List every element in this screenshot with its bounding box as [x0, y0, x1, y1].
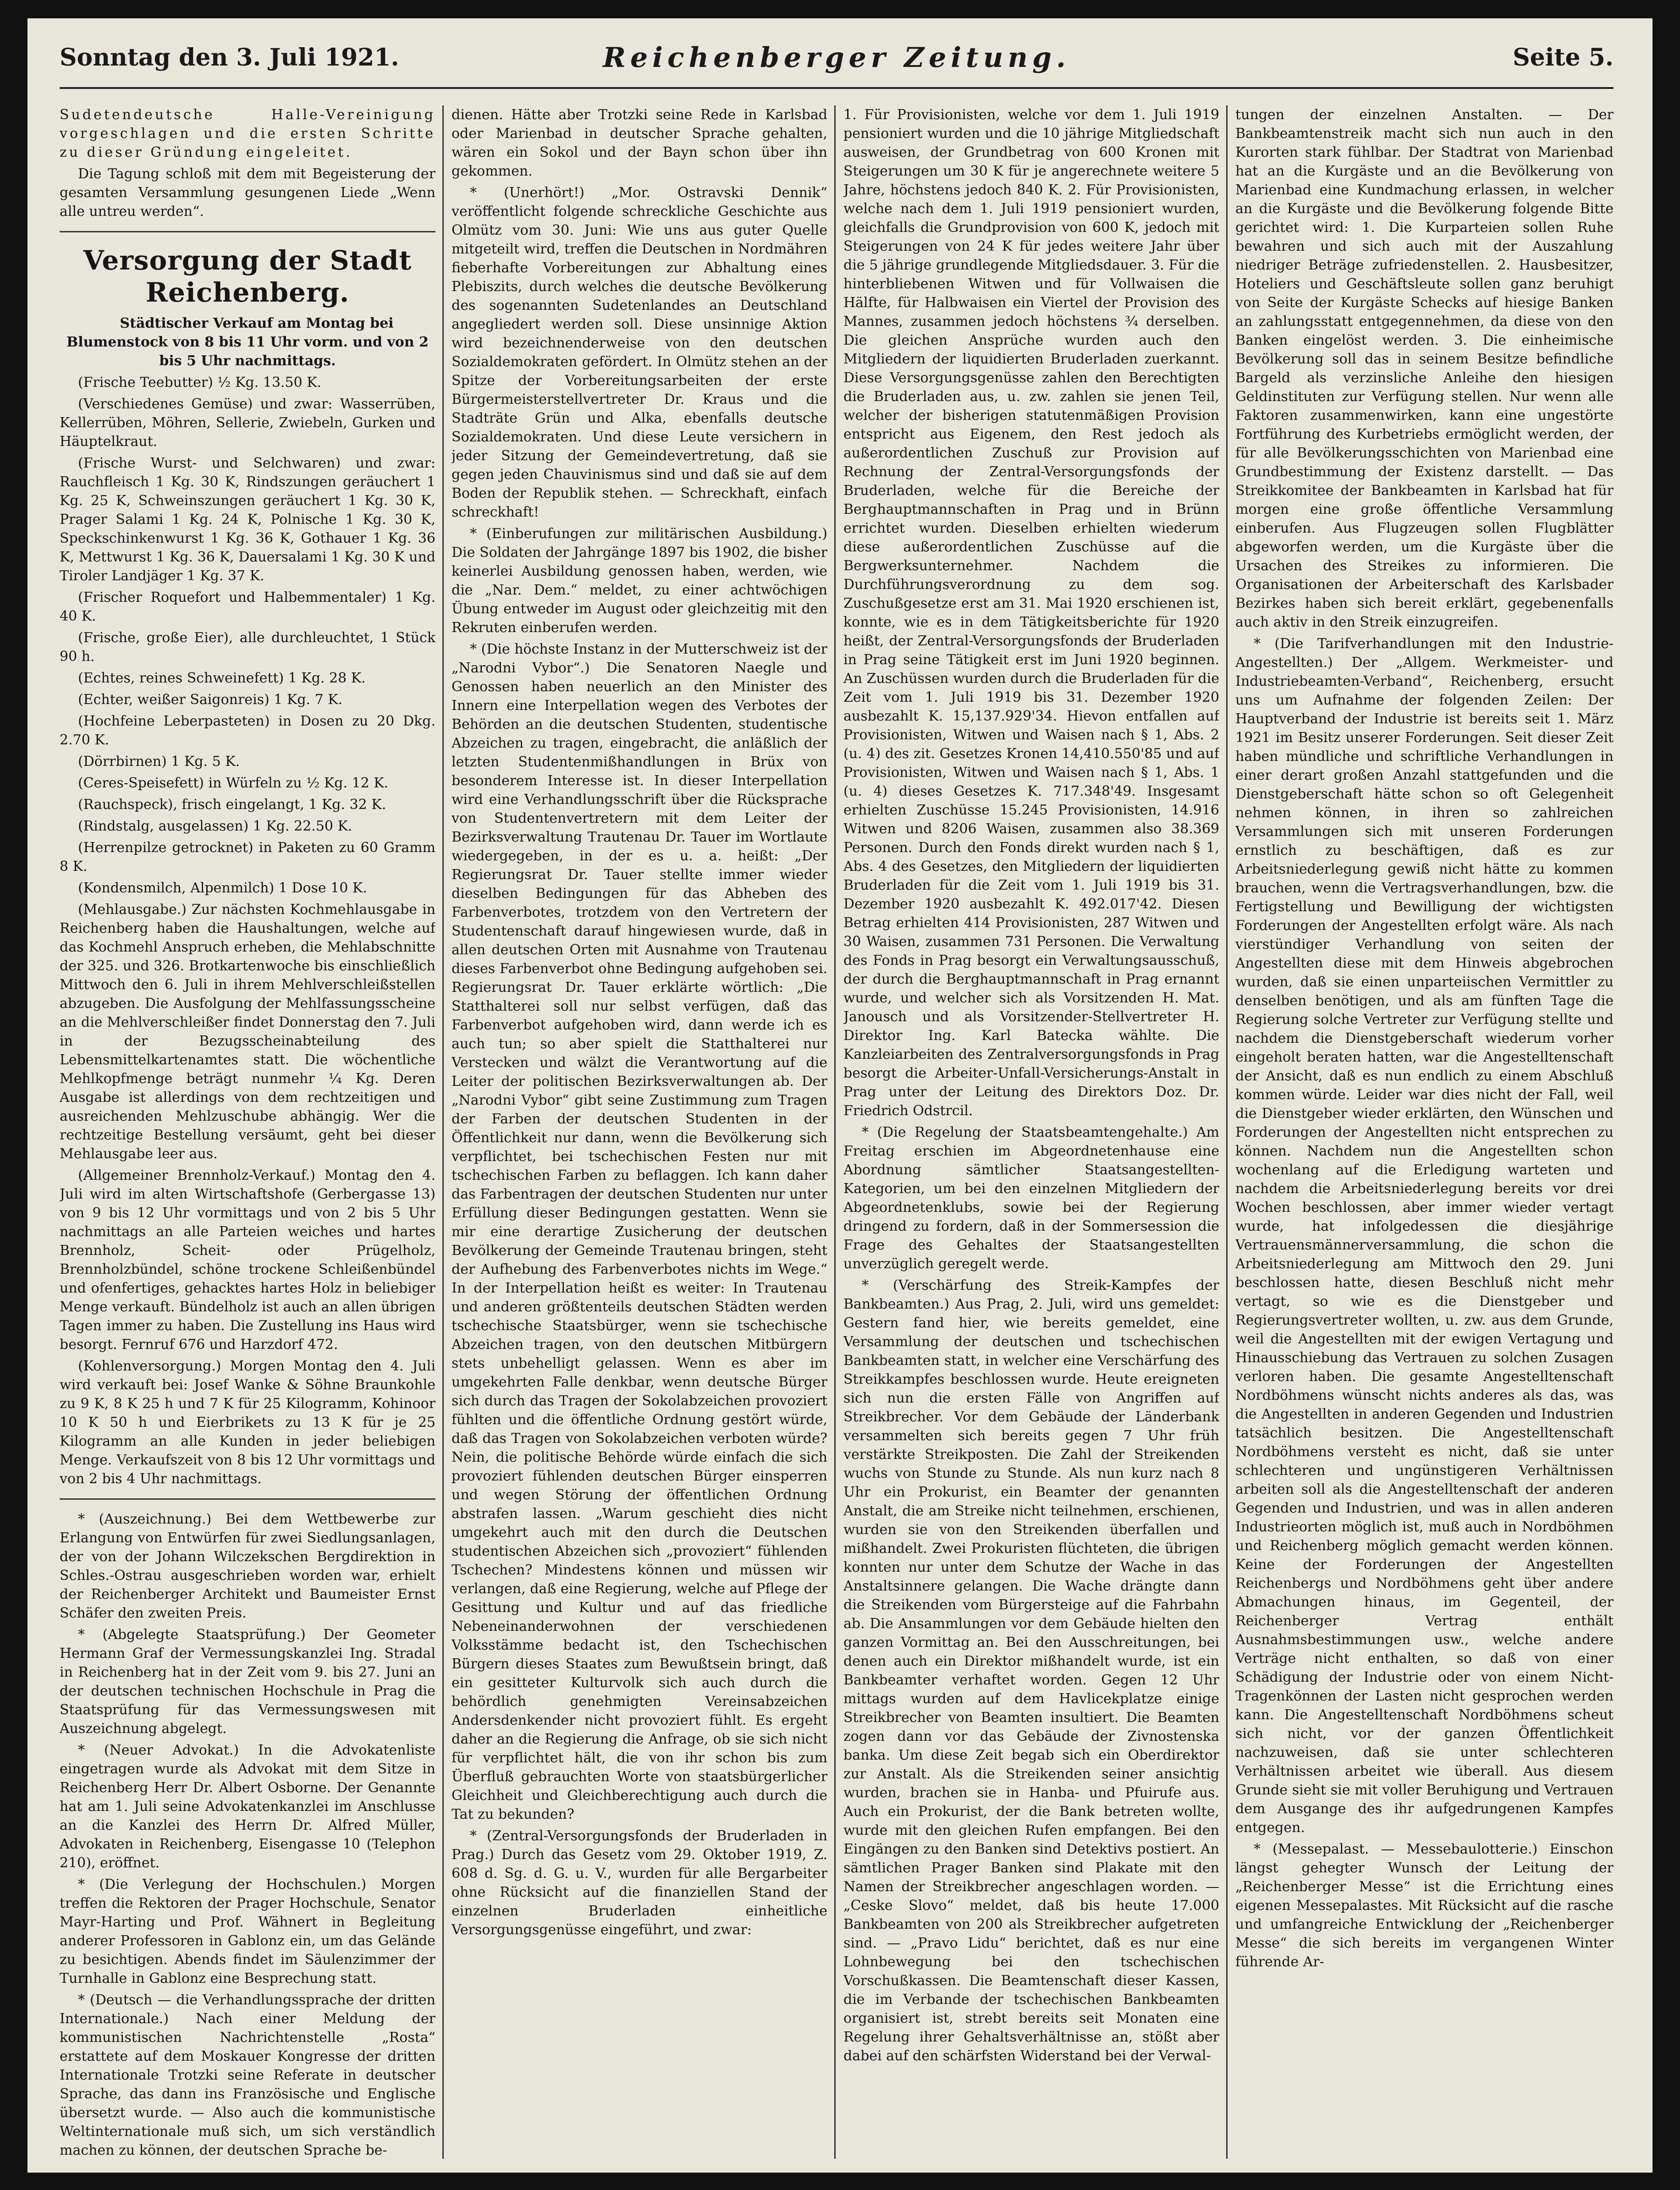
- article-paragraph: * (Messepalast. — Messebaulotterie.) Einschon längst gehegter Wunsch der Leitung der „Reichenberger Messe“ ist die Errichtung eines eigenen Messepalastes. Mit Rücksicht auf die rasche und umfangreiche Entwicklung der „Reichenberger Messe“ die sich bereits im vergangenen Winter führende Ar-: [1235, 1841, 1614, 1970]
- article-paragraph: (Frische Teebutter) ½ Kg. 13.50 K.: [78, 374, 322, 391]
- article-paragraph: * (Die Regelung der Staatsbeamtengehalte.) Am Freitag erschien im Abgeordnetenhause eine Abordnung sämtlicher Staatsangestellten-Kategorien, um bei den einzelnen Mitgliedern der Abgeordnetenklubs, sowie bei der Regierung dringend zu fordern, daß in der Sommersession die Frage des Gehaltes der Staatsangestellten unverzüglich geregelt werde.: [843, 1124, 1219, 1272]
- article-paragraph: * (Auszeichnung.) Bei dem Wettbewerbe zur Erlangung von Entwürfen für zwei Siedlungsanlagen, der von der Johann Wilczekschen Bergdirektion in Schles.-Ostrau ausgeschrieben worden war, erhielt der Reichenberger Architekt und Baumeister Ernst Schäfer den zweiten Preis.: [60, 1511, 435, 1621]
- article-paragraph: (Echtes, reines Schweinefett) 1 Kg. 28 K.: [78, 670, 366, 686]
- newspaper-page: [28, 18, 1652, 2173]
- section-rule: [60, 231, 435, 232]
- column-2: [452, 105, 827, 2159]
- article-paragraph: Sudetendeutsche Halle-Vereinigung vorgeschlagen und die ersten Schritte zu dieser Gründung eingeleitet.: [60, 107, 435, 160]
- newspaper-title: Reichenberger Zeitung.: [603, 42, 1070, 74]
- issue-date: Sonntag den 3. Juli 1921.: [60, 44, 399, 72]
- article-paragraph: * (Die höchste Instanz in der Mutterschweiz ist der „Narodni Vybor“.) Die Senatoren Naegle und Genossen haben neuerlich an den Minister des Innern eine Interpellation wegen des Verbotes der Behörden an die deutschen Studenten, studentische Abzeichen zu tragen, eingebracht, die anläßlich der letzten Studentenmißhandlungen in Brüx von besonderem Interesse ist. In dieser Interpellation wird eine Verhandlungsschrift über die Rücksprache von Studentenvertretern mit dem Leiter der Bezirksverwaltung Trautenau Dr. Tauer im Wortlaute wiedergegeben, in der es u. a. heißt: „Der Regierungsrat Dr. Tauer stellte immer wieder dieselben Bedingungen für das Abheben des Farbenverbotes, trotzdem von den Vertretern der Studentenschaft darauf hingewiesen wurde, daß in allen deutschen Orten mit Ausnahme von Trautenau dieses Farbenverbot ohne Bedingung aufgehoben sei. Regierungsrat Dr. Tauer erklärte wörtlich: „Die Statthalterei soll nur selbst verfügen, daß das Farbenverbot aufgehoben wird, dann werde ich es auch tun; so aber spielt die Statthalterei nur Verstecken und wälzt die Verantwortung auf die Leiter der politischen Bezirksverwaltungen ab. Der „Narodni Vybor“ gibt seine Zustimmung zum Tragen der Farben der deutschen Studenten in der Öffentlichkeit nur dann, wenn die Bevölkerung sich verpflichtet, bei tschechischen Festen nur mit tschechischen Farben zu beflaggen. Ich kann daher das Farbentragen der deutschen Studenten nur unter Erfüllung dieser Bedingungen gestatten. Wenn sie mir eine derartige Zusicherung der deutschen Bevölkerung der Gemeinde Trautenau bringen, steht der Aufhebung des Farbenverbotes nichts im Wege.“ In der Interpellation heißt es weiter: In Trautenau und anderen größtenteils deutschen Städten werden tschechische Staatsbürger, wenn sie tschechische Abzeichen tragen, von den deutschen Mitbürgern stets unbehelligt gelassen. Wenn es aber im umgekehrten Falle denkbar, wenn deutsche Bürger sich durch das Tragen der Sokolabzeichen provoziert fühlten und die öffentliche Ordnung gestört würde, daß das Tragen von Sokolabzeichen verboten würde? Nein, die politische Behörde würde einfach die sich provoziert fühlenden deutschen Bürger einsperren und wegen Störung der öffentlichen Ordnung abstrafen lassen. „Warum geschieht dies nicht umgekehrt auch mit den durch die Deutschen studentischen Abzeichen sich „provoziert“ fühlenden Tschechen? Mindestens können und müssen wir verlangen, daß eine Regierung, welche auf Pflege der Gesittung und Kultur und auf das friedliche Nebeneinanderwohnen der verschiedenen Volksstämme bedacht ist, den Tschechischen Bürgern dieses Staates zum Bewußtsein bringt, daß ein gesitteter Kulturvolk sich auch durch die behördlich genehmigten Vereinsabzeichen Andersdenkender nicht provoziert fühlt. Es ergeht daher an die Regierung die Anfrage, ob sie sich nicht für verpflichtet hält, die von ihr schon bis zum Überfluß gebrauchten Worte von staatsbürgerlicher Gleichheit und Gleichberechtigung auch durch die Tat zu bekunden?: [452, 641, 827, 1822]
- page-number: Seite 5.: [1513, 44, 1614, 72]
- article-paragraph: dienen. Hätte aber Trotzki seine Rede in Karlsbad oder Marienbad in deutscher Sprache gehalten, wären ein Sokol und der Bayn schon über ihn gekommen.: [452, 107, 827, 179]
- article-paragraph: (Rindstalg, ausgelassen) 1 Kg. 22.50 K.: [78, 818, 353, 834]
- article-paragraph: * (Unerhört!) „Mor. Ostravski Dennik“ veröffentlicht folgende schreckliche Geschichte aus Olmütz vom 30. Juni: Wie uns aus guter Quelle mitgeteilt wird, treffen die Deutschen in Nordmähren fieberhafte Vorbereitungen zur Abhaltung eines Plebiszits, durch welches die deutsche Bevölkerung des sogenannten Sudetenlandes an Deutschland angegliedert werden soll. Diese unsinnige Aktion wird bezeichnenderweise von den deutschen Sozialdemokraten gefördert. In Olmütz stehen an der Spitze der Vorbereitungsarbeiten der erste Bürgermeisterstellvertreter Dr. Kraus und die Stadträte Grün und Alka, ebenfalls deutsche Sozialdemokraten. Und diese Leute versichern in jeder Sitzung der Gemeindevertretung, daß sie gegen jeden Chauvinismus sind und daß sie auf dem Boden der Republik stehen. — Schreckhaft, einfach schreckhaft!: [452, 185, 827, 520]
- article-paragraph: * (Abgelegte Staatsprüfung.) Der Geometer Hermann Graf der Vermessungskanzlei Ing. Stradal in Reichenberg hat in der Zeit vom 9. bis 27. Juni an der deutschen technischen Hochschule in Prag die Staatsprüfung für das Vermessungswesen mit Auszeichnung abgelegt.: [60, 1627, 435, 1737]
- article-paragraph: (Allgemeiner Brennholz-Verkauf.) Montag den 4. Juli wird im alten Wirtschaftshofe (Gerbergasse 13) von 9 bis 12 Uhr vormittags und von 2 bis 5 Uhr nachmittags an alle Parteien weiches und hartes Brennholz, Scheit- oder Prügelholz, Brennholzbündel, schöne trockene Schleißenbündel und ofenfertiges, gehacktes hartes Holz in beliebiger Menge verkauft. Bündelholz ist auch an allen übrigen Tagen immer zu haben. Die Zustellung ins Haus wird besorgt. Fernruf 676 und Harzdorf 472.: [60, 1167, 435, 1353]
- article-paragraph: * (Neuer Advokat.) In die Advokatenliste eingetragen wurde als Advokat mit dem Sitze in Reichenberg Herr Dr. Albert Osborne. Der Genannte hat am 1. Juli seine Advokatenkanzlei im Anschlusse an die Kanzlei des Herrn Dr. Alfred Müller, Advokaten in Reichenberg, Eisengasse 10 (Telephon 210), eröffnet.: [60, 1742, 435, 1871]
- article-paragraph: (Kondensmilch, Alpenmilch) 1 Dose 10 K.: [78, 880, 367, 896]
- header-rule: [60, 87, 1614, 89]
- article-paragraph: * (Einberufungen zur militärischen Ausbildung.) Die Soldaten der Jahrgänge 1897 bis 1902, die bisher keinerlei Ausbildung genossen haben, werden, wie die „Nar. Dem.“ meldet, zu einer achtwöchigen Übung entweder im August oder gleichzeitig mit den Rekruten einberufen werden.: [452, 526, 827, 636]
- article-paragraph: (Mehlausgabe.) Zur nächsten Kochmehlausgabe in Reichenberg haben die Haushaltungen, welche auf das Kochmehl Anspruch erheben, die Mehlabschnitte der 325. und 326. Brotkartenwoche bis einschließlich Mittwoch den 6. Juli in ihrem Mehlverschleißstellen abzugeben. Die Ausfolgung der Mehlfassungsscheine an die Mehlverschleißer findet Donnerstag den 7. Juli in der Bezugsscheinabteilung des Lebensmittelkartenamtes statt. Die wöchentliche Mehlkopfmenge beträgt nunmehr ¼ Kg. Deren Ausgabe ist allerdings von dem rechtzeitigen und ausreichenden Mehlzuschube abhängig. Wer die rechtzeitige Bestellung versäumt, geht bei dieser Mehlausgabe leer aus.: [60, 902, 435, 1162]
- article-paragraph: (Ceres-Speisefett) in Würfeln zu ½ Kg. 12 K.: [78, 775, 389, 791]
- article-paragraph: (Dörrbirnen) 1 Kg. 5 K.: [78, 754, 240, 770]
- section-rule: [60, 1498, 435, 1500]
- section-subhead: Städtischer Verkauf am Montag bei Blumenstock von 8 bis 11 Uhr vorm. und von 2 bis 5 Uhr nachmittags.: [66, 315, 429, 369]
- article-paragraph: tungen der einzelnen Anstalten. — Der Bankbeamtenstreik macht sich nun auch in den Kurorten stark fühlbar. Der Stadtrat von Marienbad hat an die Kurgäste und an die Bevölkerung von Marienbad eine Kundmachung erlassen, in welcher an die Kurgäste und die Bevölkerung folgende Bitte gerichtet wird: 1. Die Kurparteien sollen Ruhe bewahren und sich auch mit der Auszahlung niedriger Beträge zufriedenstellen. 2. Hausbesitzer, Hoteliers und Geschäftsleute sollen ganz beruhigt von Seite der Kurgäste Schecks auf hiesige Banken an zahlungsstatt entgegennehmen, da diese von den Banken eingelöst werden. 3. Die einheimische Bevölkerung soll das in seinem Besitze befindliche Bargeld als verzinsliche Anleihe den hiesigen Geldinstituten zur Verfügung stellen. Nur wenn alle Faktoren zusammenwirken, kann eine ungestörte Fortführung des Kurbetriebs ermöglicht werden, der für alle Bevölkerungsschichten von Marienbad eine Grundbestimmung der Existenz darstellt. — Das Streikkomitee der Bankbeamten in Karlsbad hat für morgen eine große öffentliche Versammlung einberufen. Aus Flugzeugen sollen Flugblätter abgeworfen werden, um die Kurgäste über die Ursachen des Streikes zu informieren. Die Organisationen der Arbeiterschaft des Karlsbader Bezirkes haben sich bereit erklärt, gegebenenfalls auch aktiv in den Streik einzugreifen.: [1235, 107, 1614, 630]
- article-paragraph: (Rauchspeck), frisch eingelangt, 1 Kg. 32 K.: [78, 797, 386, 813]
- article-paragraph: * (Zentral-Versorgungsfonds der Bruderladen in Prag.) Durch das Gesetz vom 29. Oktober 1919, Z. 608 d. Sg. d. G. u. V., wurden für alle Bergarbeiter ohne Rücksicht auf die finanziellen Stand der einzelnen Bruderladen einheitliche Versorgungsgenüsse eingeführt, und zwar:: [452, 1828, 827, 1938]
- column-divider: [442, 105, 444, 2159]
- page-header: [60, 44, 1614, 80]
- article-paragraph: (Frische, große Eier), alle durchleuchtet, 1 Stück 90 h.: [60, 630, 435, 665]
- article-paragraph: (Verschiedenes Gemüse) und zwar: Wasserrüben, Kellerrüben, Möhren, Sellerie, Zwiebeln, Gurken und Häuptelkraut.: [60, 396, 435, 450]
- article-paragraph: * (Verschärfung des Streik-Kampfes der Bankbeamten.) Aus Prag, 2. Juli, wird uns gemeldet: Gestern fand hier, wie bereits gemeldet, eine Versammlung der deutschen und tschechischen Bankbeamten statt, in welcher eine Verschärfung des Streikkampfes beschlossen wurde. Heute ereigneten sich nun die ersten Fälle von Angriffen auf Streikbrecher. Vor dem Gebäude der Länderbank versammelten sich bereits gegen 7 Uhr früh verstärkte Streikposten. Die Zahl der Streikenden wuchs von Stunde zu Stunde. Als nun kurz nach 8 Uhr ein Prokurist, ein Beamter der genannten Anstalt, die am Streike nicht teilnehmen, erschienen, wurden sie von den Streikenden überfallen und mißhandelt. Zwei Prokuristen flüchteten, die übrigen konnten nur unter dem Schutze der Wache in das Anstaltsinnere gelangen. Die Wache drängte dann die Streikenden vom Bürgersteige auf die Fahrbahn ab. Die Ansammlungen vor dem Gebäude hielten den ganzen Vormittag an. Bei den Ausschreitungen, bei denen auch ein Direktor mißhandelt wurde, ist ein Bankbeamter verhaftet worden. Gegen 12 Uhr mittags wurden auf dem Havlicekplatze einige Streikbrecher von Beamten insultiert. Die Beamten zogen dann vor das Gebäude der Zivnostenska banka. Um diese Zeit begab sich ein Oberdirektor zur Anstalt. Als die Streikenden seiner ansichtig wurden, brachen sie in Hanba- und Pfuirufe aus. Auch ein Prokurist, der die Bank betreten wollte, wurde mit den gleichen Rufen empfangen. Bei den Eingängen zu den Banken sind Detektivs postiert. An sämtlichen Prager Banken sind Plakate mit den Namen der Streikbrecher angeschlagen worden. — „Ceske Slovo“ meldet, daß bis heute 17.000 Bankbeamten von 200 als Streikbrecher aufgetreten sind. — „Pravo Lidu“ berichtet, daß es nur eine Lohnbewegung bei den tschechischen Vorschußkassen. Die Beamtenschaft dieser Kassen, die im Verbande der tschechischen Bankbeamten organisiert ist, strebt bereits seit Monaten eine Regelung ihrer Gehaltsverhältnisse an, stößt aber dabei auf den schärfsten Widerstand bei der Verwal-: [843, 1277, 1219, 2064]
- article-paragraph: * (Deutsch — die Verhandlungssprache der dritten Internationale.) Nach einer Meldung der kommunistischen Nachrichtenstelle „Rosta“ erstattete auf dem Moskauer Kongresse der dritten Internationale Trotzki seine Referate in deutscher Sprache, das dann ins Französische und Englische übersetzt wurde. — Also auch die kommunistische Weltinternationale muß sich, um sich verständlich machen zu können, der deutschen Sprache be-: [60, 1992, 435, 2158]
- article-paragraph: Die Tagung schloß mit dem mit Begeisterung der gesamten Versammlung gesungenen Liede „Wenn alle untreu werden“.: [60, 166, 435, 220]
- column-divider: [1226, 105, 1228, 2159]
- article-paragraph: (Herrenpilze getrocknet) in Paketen zu 60 Gramm 8 K.: [60, 840, 435, 875]
- article-paragraph: (Kohlenversorgung.) Morgen Montag den 4. Juli wird verkauft bei: Josef Wanke & Söhne Braunkohle zu 9 K, 8 K 25 h und 7 K für 25 Kilogramm, Kohinoor 10 K 50 h und Eierbrikets zu 13 K für je 25 Kilogramm an alle Kunden in jeder beliebigen Menge. Verkaufszeit von 8 bis 12 Uhr vormittags und von 2 bis 4 Uhr nachmittags.: [60, 1358, 435, 1487]
- article-paragraph: (Echter, weißer Saigonreis) 1 Kg. 7 K.: [78, 692, 343, 708]
- section-headline: Versorgung der Stadt Reichenberg.: [83, 245, 412, 308]
- column-4: [1235, 105, 1614, 2159]
- article-paragraph: (Hochfeine Leberpasteten) in Dosen zu 20 Dkg. 2.70 K.: [60, 713, 435, 748]
- article-paragraph: 1. Für Provisionisten, welche vor dem 1. Juli 1919 pensioniert wurden und die 10 jährige Mitgliedschaft ausweisen, der Grundbetrag von 600 Kronen mit Steigerungen um 30 K für je angerechnete weitere 5 Jahre, höchstens jedoch 840 K. 2. Für Provisionisten, welche nach dem 1. Juli 1919 pensioniert wurden, gleichfalls die Grundprovision von 600 K, jedoch mit Steigerungen von 24 K für jedes weitere Jahr über die 5 jährige grundlegende Mitgliedsdauer. 3. Für die hinterbliebenen Witwen und für Vollwaisen die Hälfte, für Halbwaisen ein Viertel der Provision des Mannes, zusammen jedoch höchstens ¾ derselben. Die gleichen Ansprüche wurden auch den Mitgliedern der liquidierten Bruderladen zuerkannt. Diese Versorgungsgenüsse zahlen den Berechtigten die Bruderladen aus, u. zw. zahlen sie jenen Teil, welcher der bisherigen statutenmäßigen Provision entspricht aus Eigenem, den Rest jedoch als außerordentlichen Zuschuß zur Provision auf Rechnung der Zentral-Versorgungsfonds der Bruderladen, welche für die Bereiche der Berghauptmannschaften in Prag und in Brünn errichtet wurden. Dieselben erhielten wiederum diese außerordentlichen Zuschüsse auf die Bergwerksunternehmer. Nachdem die Durchführungsverordnung zu dem sog. Zuschußgesetze erst am 31. Mai 1920 erschienen ist, konnte, wie es in dem Tätigkeitsberichte für 1920 heißt, der Zentral-Versorgungsfonds der Bruderladen in Prag seine Tätigkeit erst im Juni 1920 beginnen. An Zuschüssen wurden durch die Bruderladen für die Zeit vom 1. Juli 1919 bis 31. Dezember 1920 ausbezahlt K. 15,137.929'34. Hievon entfallen auf Provisionisten, Witwen und Waisen nach § 1, Abs. 2 (u. 4) des zit. Gesetzes Kronen 14,410.550'85 und auf Provisionisten, Witwen und Waisen nach § 1, Abs. 1 (u. 4) dieses Gesetzes K. 717.348'49. Insgesamt erhielten Zuschüsse 15.245 Provisionisten, 14.916 Witwen und 8206 Waisen, zusammen also 38.369 Personen. Durch den Fonds direkt wurden nach § 1, Abs. 4 des Gesetzes, den Mitgliedern der liquidierten Bruderladen für die Zeit vom 1. Juli 1919 bis 31. Dezember 1920 ausbezahlt K. 492.017'42. Diesen Betrag erhielten 414 Provisionisten, 287 Witwen und 30 Waisen, zusammen 731 Personen. Die Verwaltung des Fonds in Prag besorgt ein Verwaltungsausschuß, der durch die Berghauptmannschaft in Prag ernannt wurde, und welcher sich als Vorsitzenden H. Mat. Janousch und als Vorsitzender-Stellvertreter H. Direktor Ing. Karl Batecka wählte. Die Kanzleiarbeiten des Zentralversorgungsfonds in Prag besorgt die Arbeiter-Unfall-Versicherungs-Anstalt in Prag unter der Leitung des Direktors Doz. Dr. Friedrich Odstrcil.: [843, 107, 1219, 1119]
- column-divider: [834, 105, 836, 2159]
- column-1: [60, 105, 435, 2159]
- column-3: [843, 105, 1219, 2159]
- article-paragraph: (Frischer Roquefort und Halbemmentaler) 1 Kg. 40 K.: [60, 589, 435, 624]
- article-paragraph: * (Die Tarifverhandlungen mit den Industrie-Angestellten.) Der „Allgem. Werkmeister- und Industriebeamten-Verband“, Reichenberg, ersucht uns um Aufnahme der folgenden Zeilen: Der Hauptverband der Industrie ist bereits seit 1. März 1921 im Besitz unserer Forderungen. Seit dieser Zeit haben mündliche und schriftliche Verhandlungen in einer derart großen Anzahl stattgefunden und die Dienstgeberschaft hätte schon so oft Gelegenheit nehmen können, in ihren so zahlreichen Versammlungen sich mit unseren Forderungen ernstlich zu beschäftigen, daß es zur Arbeitsniederlegung gewiß nicht hätte zu kommen brauchen, wenn die Vertragsverhandlungen, bzw. die Fertigstellung und Bewilligung der wichtigsten Forderungen der Angestellten erfolgt wäre. Als nach vierstündiger Verhandlung von seiten der Angestellten diese mit dem Hinweis abgebrochen wurden, daß sie einen unparteiischen Vermittler zu denselben benötigen, und als am fünften Tage die Regierung solche Vertreter zur Verfügung stellte und nachdem die Dienstgeberschaft wiederum vorher eingeholt beraten hatten, war die Angestelltenschaft der Ansicht, daß es nun endlich zu einem Abschluß kommen würde. Leider war dies nicht der Fall, weil die Dienstgeber wieder erklärten, den Wünschen und Forderungen der Angestellten nicht entsprechen zu können. Nachdem nun die Angestellten schon wochenlang auf die Erledigung warteten und nachdem die Arbeitsniederlegung bereits vor drei Wochen beschlossen, aber immer wieder vertagt wurde, hat infolgedessen die diesjährige Vertrauensmännerversammlung, die schon die Arbeitsniederlegung am Mittwoch den 29. Juni beschlossen hatte, diesen Beschluß nicht mehr vertagt, so wie es die Dienstgeber und Regierungsvertreter wollten, u. zw. aus dem Grunde, weil die Angestellten mit der ewigen Vertagung und Hinausschiebung das Vertrauen zu solchen Zusagen verloren haben. Die gesamte Angestelltenschaft Nordböhmens wünscht nichts anderes als das, was die Angestellten in anderen Gegenden und Industrien tatsächlich besitzen. Die Angestelltenschaft Nordböhmens versteht es nicht, daß sie unter schlechteren und ungünstigeren Verhältnissen arbeiten soll als die Angestelltenschaft der anderen Gegenden und Industrien, und was in allen anderen Industrieorten möglich ist, muß auch in Nordböhmen und Reichenberg möglich gemacht werden können. Keine der Forderungen der Angestellten Reichenbergs und Nordböhmens geht über andere Abmachungen hinaus, im Gegenteil, der Reichenberger Vertrag enthält Ausnahmsbestimmungen usw., welche andere Verträge nicht enthalten, so daß von einer Schädigung der Industrie oder von einem Nicht-Tragenkönnen der Lasten nicht gesprochen werden kann. Die Angestelltenschaft Nordböhmens scheut sich nicht, vor der ganzen Öffentlichkeit nachzuweisen, daß sie unter schlechteren Verhältnissen arbeitet wie überall. Aus diesem Grunde sieht sie mit voller Beruhigung und Vertrauen dem Ausgange des ihr aufgedrungenen Kampfes entgegen.: [1235, 636, 1614, 1836]
- article-paragraph: * (Die Verlegung der Hochschulen.) Morgen treffen die Rektoren der Prager Hochschule, Senator Mayr-Harting und Prof. Wähnert in Begleitung anderer Professoren in Gablonz ein, um das Gelände zu besichtigen. Abends findet im Säulenzimmer der Turnhalle in Gablonz eine Besprechung statt.: [60, 1876, 435, 1986]
- article-paragraph: (Frische Wurst- und Selchwaren) und zwar: Rauchfleisch 1 Kg. 30 K, Rindszungen geräuchert 1 Kg. 25 K, Schweinszungen geräuchert 1 Kg. 30 K, Prager Salami 1 Kg. 24 K, Polnische 1 Kg. 30 K, Speckschinkenwurst 1 Kg. 36 K, Gothauer 1 Kg. 36 K, Mettwurst 1 Kg. 36 K, Dauersalami 1 Kg. 30 K und Tiroler Landjäger 1 Kg. 37 K.: [60, 455, 435, 584]
